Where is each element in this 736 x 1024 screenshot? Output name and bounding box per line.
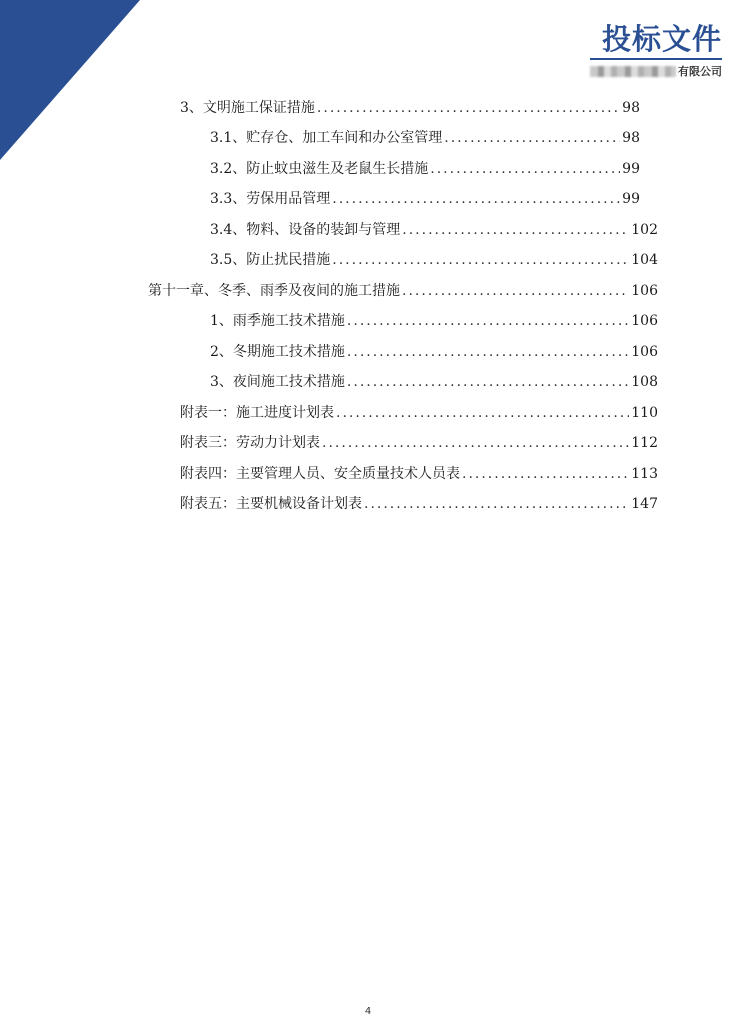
toc-entry-page: 113 [631, 466, 658, 482]
toc-leader-dots [347, 311, 629, 331]
page-number: 4 [364, 1006, 372, 1017]
toc-leader-dots [402, 281, 629, 301]
redacted-company-name [590, 66, 676, 77]
toc-entry-page: 108 [631, 374, 658, 390]
toc-entry[interactable] [180, 433, 658, 453]
toc-entry-page: 104 [631, 252, 658, 268]
toc-entry-label: 第十一章、冬季、雨季及夜间的施工措施 [148, 283, 400, 299]
toc-entry-label: 附表五：主要机械设备计划表 [180, 496, 362, 512]
toc-entry-label: 附表四：主要管理人员、安全质量技术人员表 [180, 466, 460, 482]
toc-entry-page: 99 [622, 161, 640, 177]
toc-entry-label: 3、文明施工保证措施 [180, 100, 315, 116]
toc-entry-label: 3.5、防止扰民措施 [210, 252, 331, 268]
brand-underline [590, 58, 722, 60]
toc-entry-page: 106 [631, 313, 658, 329]
toc-entry[interactable] [180, 494, 658, 514]
toc-entry-label: 3.3、劳保用品管理 [210, 191, 331, 207]
brand-title: 投标文件 [601, 22, 722, 56]
toc-leader-dots [347, 342, 629, 362]
toc-leader-dots [402, 220, 629, 240]
toc-entry[interactable] [210, 372, 658, 392]
toc-entry[interactable] [180, 98, 640, 118]
toc-entry-label: 附表一：施工进度计划表 [180, 405, 334, 421]
toc-leader-dots [332, 189, 620, 209]
brand-company [590, 63, 722, 79]
header-brand [590, 22, 722, 79]
toc-leader-dots [364, 494, 629, 514]
toc-entry-label: 1、雨季施工技术措施 [210, 313, 345, 329]
toc-leader-dots [462, 464, 629, 484]
toc-entry-label: 3.1、贮存仓、加工车间和办公室管理 [210, 130, 443, 146]
toc-leader-dots [322, 433, 629, 453]
toc-entry-page: 110 [631, 405, 658, 421]
toc-leader-dots [347, 372, 629, 392]
toc-entry[interactable] [210, 220, 658, 240]
corner-decoration-triangle [0, 0, 140, 160]
toc-entry-label: 3、夜间施工技术措施 [210, 374, 345, 390]
toc-entry-page: 98 [622, 100, 640, 116]
toc-entry-label: 3.4、物料、设备的装卸与管理 [210, 222, 401, 238]
toc-entry[interactable] [148, 281, 658, 301]
toc-entry-page: 102 [631, 222, 658, 238]
toc-entry[interactable] [210, 250, 658, 270]
toc-entry-page: 106 [631, 344, 658, 360]
toc-entry[interactable] [210, 342, 658, 362]
toc-entry[interactable] [210, 128, 640, 148]
brand-company-suffix: 有限公司 [678, 65, 722, 78]
toc-leader-dots [336, 403, 629, 423]
toc-entry[interactable] [180, 403, 658, 423]
toc-entry-page: 106 [631, 283, 658, 299]
toc-entry[interactable] [180, 464, 658, 484]
toc-entry-label: 2、冬期施工技术措施 [210, 344, 345, 360]
toc-entry-label: 附表三：劳动力计划表 [180, 435, 320, 451]
toc-entry-page: 147 [631, 496, 658, 512]
toc-leader-dots [430, 159, 620, 179]
toc-entry-page: 99 [622, 191, 640, 207]
toc-leader-dots [332, 250, 629, 270]
toc-entry[interactable] [210, 159, 640, 179]
toc-entry[interactable] [210, 311, 658, 331]
toc-leader-dots [444, 128, 620, 148]
toc-entry-label: 3.2、防止蚊虫滋生及老鼠生长措施 [210, 161, 429, 177]
toc-entry-page: 98 [622, 130, 640, 146]
toc-leader-dots [317, 98, 620, 118]
toc-entry-page: 112 [631, 435, 658, 451]
toc-entry[interactable] [210, 189, 640, 209]
